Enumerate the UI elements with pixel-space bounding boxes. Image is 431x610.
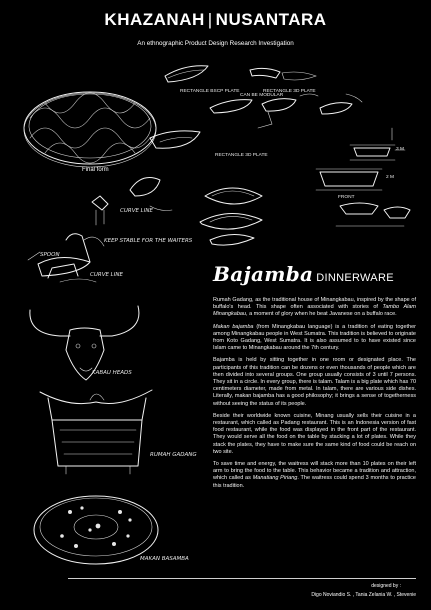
paragraph-2: Makan bajamba (from Minangkabau language) is a tradition of eating together among Minangkabau people in West Sumatra. This tradition is believed to originate from Koto Gadang, West Sumatra. It is also assumed to to have existed since Islam came to Minangkabau around the 7th century.	[213, 323, 416, 352]
label-rumah-gadang: RUMAH GADANG	[150, 452, 197, 458]
rumah-gadang-sketch	[40, 390, 197, 474]
svg-text:SPOON: SPOON	[40, 252, 60, 258]
waiter-arm-sketch	[28, 234, 193, 282]
paragraph-1: Rumah Gadang, as the traditional house of Minangkabau, inspired by the shape of buffalo's head. This shape often associated with stories of Tambo Alam Minangkabau, a moment of glory when he beat Javanese on a buffalo race.	[213, 297, 416, 318]
label-rectangle-bscp: RECTANGLE BSCP PLATE	[180, 89, 240, 94]
designer-names: Digo Noviandio S. , Tania Zelania W. , Stevenie	[311, 592, 416, 598]
label-curve-line: CURVE LINE	[120, 208, 153, 214]
designed-by-label: designed by :	[371, 583, 401, 589]
label-kabau-heads: KABAU HEADS	[92, 370, 132, 376]
paragraph-5: To save time and energy, the waitress will stack more than 10 plates on their left arm to bring the food to the table. This behavior became a tradition and attraction, which called as Manatiang Piriang. The waitress could spend 3 months to practice this tradition.	[213, 461, 416, 489]
middle-plate-sketches	[92, 178, 262, 246]
label-can-be-modular: CAN BE MODULAR	[240, 93, 284, 98]
label-keep-stable: KEEP STABLE FOR THE WAITERS	[104, 238, 193, 244]
heading-dinnerware: DINNERWARE	[316, 272, 394, 284]
label-front: FRONT	[338, 195, 355, 200]
makan-basamba-sketch	[34, 496, 189, 564]
final-form-label: Final form	[82, 167, 109, 173]
technical-drawings	[316, 128, 410, 226]
page-subtitle: An ethnographic Product Design Research Investigation	[137, 40, 294, 47]
final-form-plate-sketch	[24, 92, 156, 167]
svg-text:2 M: 2 M	[386, 175, 394, 180]
paragraph-4: Beside their worldwide known cuisine, Minang usually sells their cuisine in a restaurant, which called as Padang restaurant. This is an Indonesia version of fast food restaurant, while the food was displayed in the front part of the restaurant. They would serve all the food on the table by stacking a lot of plates. While they stack the plates, they have to make sure the same kind of food could be reach on two site.	[213, 412, 416, 455]
label-makan-basamba: MAKAN BASAMBA	[140, 556, 189, 562]
heading-bajamba: Bajamba	[213, 262, 314, 286]
label-rectangle-3d: RECTANGLE 3D PLATE	[263, 89, 316, 94]
body-text	[213, 297, 416, 495]
title-nusantara: NUSANTARA	[215, 10, 327, 29]
section-heading	[213, 262, 394, 286]
label-curve-line-2: CURVE LINE	[90, 272, 123, 278]
title-separator: |	[207, 10, 213, 29]
paragraph-3: Bajamba is held by sitting together in one room or designated place. The participants of this tradition can be dozens or even thousands of people which are then divided into several groups. One group usually consists of 3 until 7 persons. They sit in a circle. In every group, there is talam. Talam is a big plate which has 70 centimeters diameter, made from metal. In talam, there are various side dishes. Literally, makan bajamba has a good philosophy; it brings a sense of togetherness without seeing the status of its people.	[213, 357, 416, 407]
buffalo-head-sketch	[30, 306, 139, 380]
title-khazanah: KHAZANAH	[104, 10, 205, 29]
label-rectangle-3d-2: RECTANGLE 3D PLATE	[215, 153, 268, 158]
svg-text:3 M: 3 M	[396, 147, 404, 152]
top-plate-sketches	[150, 66, 362, 158]
footer-divider	[68, 578, 416, 579]
